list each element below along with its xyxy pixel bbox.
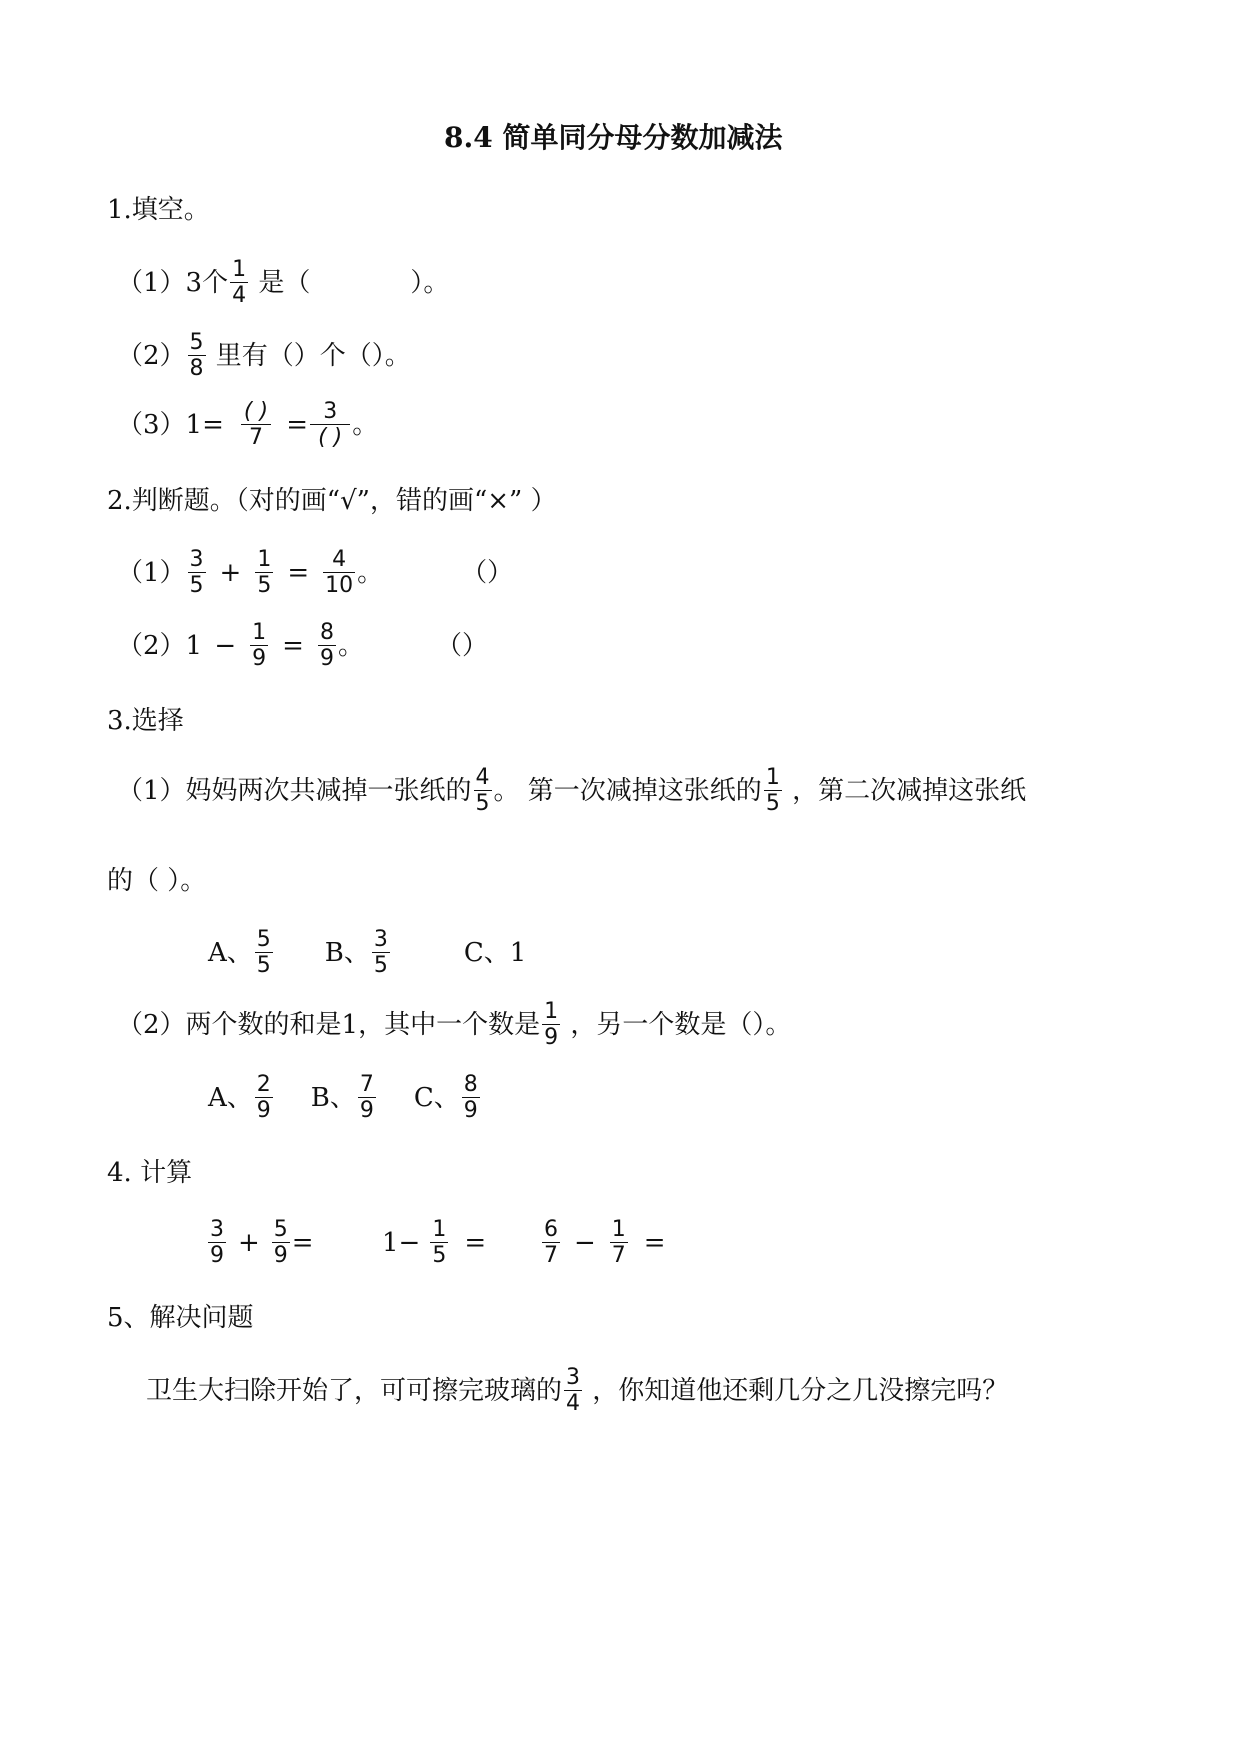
frac-den[interactable]: ( ) [310, 424, 350, 449]
s3q2-options [208, 1073, 482, 1122]
option-c-label: C、 [413, 1082, 460, 1113]
option-b-label: B、 [324, 937, 370, 968]
s1q2-suffix: 里有（）个（）。 [207, 340, 411, 371]
frac-num: 1 [432, 1217, 447, 1242]
s3-question-1 [117, 766, 1026, 815]
s1q3-prefix: （3）1= [117, 409, 224, 440]
frac-num: 5 [256, 927, 271, 952]
s1q3-fraction-2 [310, 400, 350, 449]
s2-question-2 [117, 621, 488, 670]
option-a-label: A、 [208, 1082, 253, 1113]
s1q1-fraction [230, 258, 248, 307]
frac-den: 9 [319, 646, 334, 672]
calc1-fraction-a [208, 1218, 226, 1267]
s1-question-1 [117, 258, 449, 307]
frac-num: 6 [544, 1217, 558, 1242]
section-3-heading: 3.选择 [107, 706, 184, 736]
calc3-fraction-a [542, 1218, 560, 1267]
s1q1-mid: 是（ [250, 267, 311, 298]
frac-num: 8 [319, 620, 334, 645]
frac-num: 3 [323, 399, 338, 424]
option-b-fraction [372, 928, 390, 977]
section-2-heading: 2.判断题。（对的画“√”，错的画“×” ） [107, 486, 557, 516]
calc1-fraction-b [272, 1218, 290, 1267]
s1q3-fraction-1 [236, 400, 276, 449]
s3q1-fraction-2 [764, 766, 782, 815]
frac-num: 1 [257, 547, 272, 572]
s1-question-2 [117, 331, 411, 380]
s1q1-prefix: （1）3个 [117, 267, 229, 298]
answer-parens[interactable]: （） [461, 557, 514, 588]
s2q2-suffix: 。 [337, 630, 364, 661]
s3q1-fraction-1 [474, 766, 492, 815]
calc-expression-1 [206, 1218, 314, 1267]
frac-num: 4 [332, 547, 347, 572]
frac-den: 5 [257, 573, 272, 599]
option-a[interactable] [208, 928, 275, 977]
s2q1-suffix: 。 [357, 557, 384, 588]
frac-den: 5 [373, 953, 388, 979]
frac-num: 2 [256, 1072, 271, 1097]
plus-sign: + [238, 1227, 260, 1258]
option-b[interactable] [325, 928, 392, 977]
calc-expression-3 [540, 1218, 666, 1267]
option-c[interactable] [414, 1073, 482, 1122]
s3q2-text-1: （2）两个数的和是1，其中一个数是 [117, 1009, 541, 1040]
frac-num: 5 [189, 330, 204, 355]
frac-den: 9 [359, 1098, 374, 1124]
s1-question-3 [117, 400, 378, 449]
option-c-fraction [462, 1073, 480, 1122]
s3q1-text-2: 。 第一次减掉这张纸的 [493, 775, 762, 806]
s3q1-text-3: ，第二次减掉这张纸 [783, 775, 1027, 806]
s2q1-fraction-b [255, 548, 273, 597]
s5-text-1: 卫生大扫除开始了，可可擦完玻璃的 [146, 1375, 563, 1406]
calc2-lead: 1− [382, 1227, 421, 1258]
frac-den: 5 [765, 791, 780, 817]
plus-sign: + [219, 557, 242, 588]
frac-den: 7 [241, 424, 271, 449]
section-5-heading: 5、解决问题 [107, 1303, 254, 1333]
frac-num: 8 [463, 1072, 478, 1097]
frac-num: 3 [210, 1217, 224, 1242]
s3q1-text-1: （1）妈妈两次共减掉一张纸的 [117, 775, 472, 806]
frac-den: 7 [611, 1243, 626, 1269]
s1q1-suffix: ）。 [410, 267, 450, 298]
s5-text-2: ，你知道他还剩几分之几没擦完吗？ [584, 1375, 1009, 1406]
s2q1-fraction-c [323, 548, 355, 597]
frac-den: 5 [189, 573, 204, 599]
s1q3-eq: = [278, 409, 309, 440]
answer-parens[interactable]: （） [435, 630, 488, 661]
option-a-label: A、 [208, 937, 253, 968]
calc3-fraction-b [610, 1218, 628, 1267]
frac-num: 1 [765, 765, 780, 790]
option-a-fraction [255, 928, 273, 977]
option-b[interactable] [311, 1073, 378, 1122]
option-c[interactable]: C、1 [463, 937, 527, 968]
calc-expression-2 [382, 1218, 486, 1267]
frac-den: 9 [273, 1243, 288, 1269]
equals-sign: = [643, 1227, 666, 1258]
s2q2-fraction-c [318, 621, 336, 670]
calc2-fraction-b [430, 1218, 448, 1267]
frac-num: 1 [252, 620, 267, 645]
s5-problem [146, 1366, 1008, 1415]
frac-den: 4 [566, 1391, 581, 1417]
s2q2-prefix: （2）1 [117, 630, 211, 661]
frac-num: 3 [373, 927, 388, 952]
equals-sign: = [282, 630, 304, 661]
option-a[interactable] [208, 1073, 275, 1122]
frac-num: 3 [189, 547, 204, 572]
s1q2-fraction [188, 331, 206, 380]
option-b-label: B、 [310, 1082, 356, 1113]
frac-den: 7 [544, 1243, 558, 1269]
frac-den: 5 [432, 1243, 447, 1269]
section-1-heading: 1.填空。 [107, 195, 210, 225]
s2q1-fraction-a [188, 548, 206, 597]
minus-sign: − [574, 1227, 596, 1258]
s2q2-fraction-b [250, 621, 268, 670]
frac-den: 9 [252, 646, 267, 672]
s3q2-fraction [542, 1000, 560, 1049]
frac-num: 1 [232, 257, 247, 282]
page-title: 8.4 简单同分母分数加减法 [444, 121, 783, 154]
equals-sign: = [287, 557, 310, 588]
frac-den: 9 [463, 1098, 478, 1124]
frac-den: 9 [210, 1243, 224, 1269]
frac-den: 9 [544, 1025, 559, 1051]
option-a-fraction [255, 1073, 273, 1122]
s2-question-1 [117, 548, 513, 597]
frac-den: 8 [189, 356, 204, 382]
minus-sign: − [214, 630, 237, 661]
s2q1-prefix: （1） [117, 557, 186, 588]
s1q3-suffix: 。 [352, 409, 379, 440]
equals-sign: = [291, 1227, 314, 1258]
frac-num[interactable]: ( ) [243, 399, 269, 424]
frac-den: 9 [256, 1098, 271, 1124]
frac-num: 1 [611, 1217, 626, 1242]
frac-den: 10 [325, 573, 354, 599]
frac-num: 3 [566, 1365, 581, 1390]
s3-question-1-line-2: 的（ ）。 [107, 866, 207, 896]
frac-den: 5 [475, 791, 490, 817]
s3q1-options [208, 928, 526, 977]
frac-num: 5 [273, 1217, 288, 1242]
frac-den: 4 [232, 283, 247, 309]
s3q2-text-2: ，另一个数是（）。 [562, 1009, 792, 1040]
section-4-heading: 4. 计算 [107, 1158, 193, 1188]
option-b-fraction [358, 1073, 376, 1122]
s5-fraction [564, 1366, 582, 1415]
s1q2-prefix: （2） [117, 340, 186, 371]
s3-question-2 [117, 1000, 791, 1049]
frac-num: 1 [544, 999, 559, 1024]
frac-num: 4 [475, 765, 490, 790]
frac-num: 7 [359, 1072, 374, 1097]
equals-sign: = [464, 1227, 487, 1258]
frac-den: 5 [256, 953, 271, 979]
